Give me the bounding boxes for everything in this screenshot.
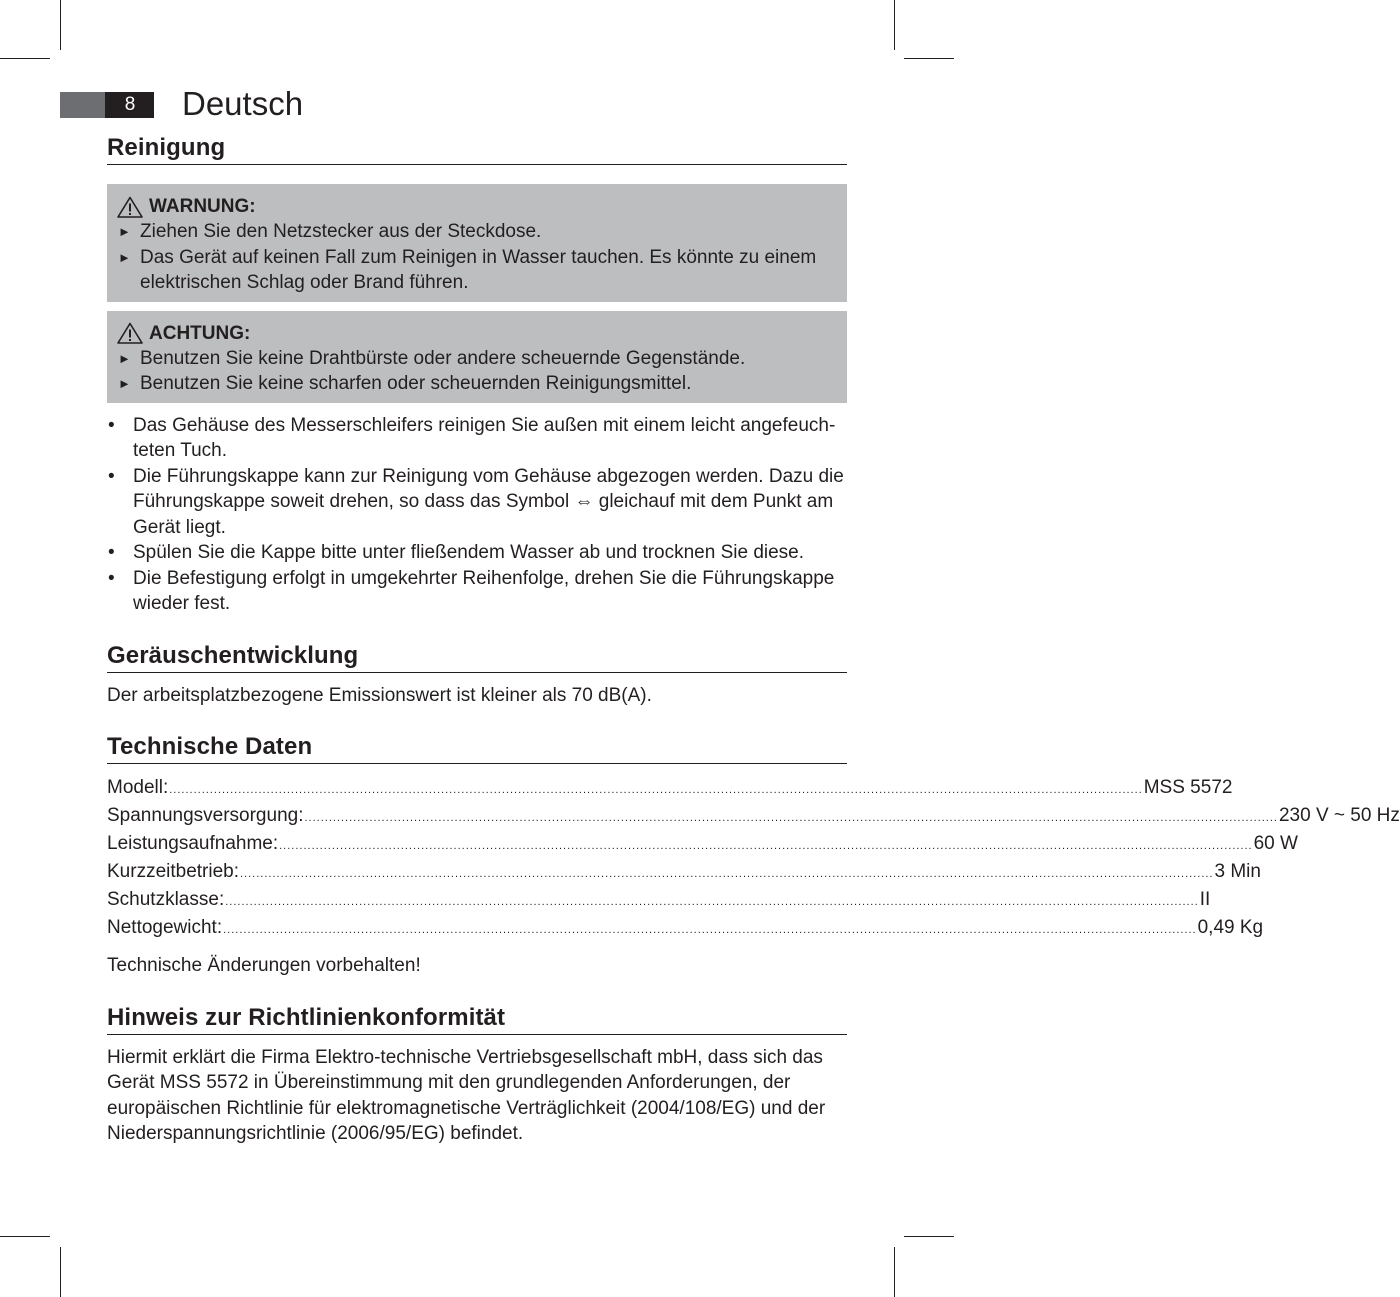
spec-value: 0,49 Kg: [1197, 917, 1264, 938]
caution-list: [117, 346, 837, 397]
warning-item: ► Ziehen Sie den Netzstecker aus der Steckdose.: [117, 219, 837, 245]
dot-leader: ................................................................................................................................................................................................................................................: [279, 840, 1253, 852]
bullet-icon: •: [108, 465, 115, 487]
crop-mark: [904, 58, 954, 59]
spec-label: Spannungsversorgung:: [107, 805, 304, 826]
crop-mark: [60, 1247, 61, 1297]
dot-leader: ................................................................................................................................................................................................................................................: [240, 868, 1214, 880]
list-item: • Die Führungskappe kann zur Reinigung vom Gehäuse abgezogen werden. Dazu die Führungskappe soweit drehen, so dass das Symbol ⇔ gleichauf mit dem Punkt am Gerät liegt.: [108, 465, 844, 538]
dot-leader: ................................................................................................................................................................................................................................................: [169, 784, 1143, 796]
page-number: 8: [124, 94, 136, 115]
section-title-konformitaet: Hinweis zur Richtlinienkonformität: [107, 1003, 847, 1035]
crop-mark: [894, 1247, 895, 1297]
warning-box: [107, 184, 847, 302]
warning-heading: [117, 194, 837, 219]
list-item: • Spülen Sie die Kappe bitte unter fließendem Wasser ab und trocknen Sie diese.: [107, 540, 847, 566]
bullet-icon: •: [108, 414, 115, 436]
spec-value: 3 Min: [1214, 861, 1261, 882]
caution-item: ► Benutzen Sie keine scharfen oder scheuernden Reinigungsmittel.: [117, 371, 837, 397]
section-title-technische-daten: Technische Daten: [107, 732, 847, 764]
spec-value: II: [1199, 889, 1211, 910]
conformity-section: [107, 1003, 847, 1147]
spec-row: [107, 775, 1233, 803]
crop-mark: [894, 0, 895, 50]
arrow-right-icon: ►: [118, 224, 131, 239]
page-title: Deutsch: [182, 85, 304, 122]
warning-triangle-icon: [117, 196, 143, 218]
caution-heading: [117, 321, 837, 346]
warning-triangle-icon: [117, 322, 143, 344]
list-item: • Das Gehäuse des Messerschleifers reinigen Sie außen mit einem leicht angefeuchteten Tuch.: [108, 414, 836, 461]
section-title-geraeusch: Geräuschentwicklung: [107, 641, 847, 673]
dot-leader: ................................................................................................................................................................................................................................................: [223, 924, 1197, 936]
spec-row: [107, 887, 1211, 915]
spec-value: 60 W: [1253, 833, 1298, 854]
warning-list: [117, 219, 837, 296]
caution-label: ACHTUNG:: [149, 322, 251, 344]
crop-mark: [0, 1236, 50, 1237]
page-content: [107, 133, 1400, 1147]
spec-label: Kurzzeitbetrieb:: [107, 861, 240, 882]
spec-row: [107, 831, 1298, 859]
spec-label: Schutzklasse:: [107, 889, 225, 910]
specs-table: [107, 775, 1400, 943]
arrow-right-icon: ►: [118, 376, 131, 391]
dot-leader: ................................................................................................................................................................................................................................................: [225, 896, 1199, 908]
noise-text: Der arbeitsplatzbezogene Emissionswert ist kleiner als 70 dB(A).: [107, 684, 652, 706]
arrow-right-icon: ►: [118, 350, 131, 366]
spec-row: [107, 803, 1400, 831]
section-title-reinigung: Reinigung: [107, 133, 847, 165]
spec-value: 230 V ~ 50 Hz: [1278, 805, 1400, 826]
caution-box: [107, 311, 847, 403]
crop-mark: [0, 58, 50, 59]
caution-item: ► Benutzen Sie keine Drahtbürste oder andere scheuernde Gegenstände.: [117, 346, 837, 372]
warning-label: WARNUNG:: [149, 196, 256, 217]
conformity-text: Hiermit erklärt die Firma Elektro-technische Vertriebsgesellschaft mbH, dass sich das Gerät MSS 5572 in Übereinstimmung mit den grundlegenden Anforderungen, der europäischen Richtlinie für elektromagnetische Verträglichkeit (2004/108/EG) und der Niederspannungsrichtlinie (2006/95/EG) befindet.: [107, 1046, 826, 1144]
spec-value: MSS 5572: [1143, 777, 1233, 798]
dot-leader: ................................................................................................................................................................................................................................................: [304, 812, 1278, 824]
crop-mark: [60, 0, 61, 50]
noise-section: [107, 641, 847, 709]
crop-mark: [904, 1236, 954, 1237]
arrow-right-icon: ►: [118, 249, 131, 265]
specs-note: Technische Änderungen vorbehalten!: [107, 955, 421, 976]
bullet-icon: •: [108, 567, 115, 589]
spec-label: Leistungsaufnahme:: [107, 833, 279, 854]
cleaning-steps: [107, 413, 847, 617]
spec-label: Modell:: [107, 777, 169, 798]
specs-section: [107, 732, 1400, 979]
spec-row: [107, 915, 1264, 943]
spec-label: Nettogewicht:: [107, 917, 223, 938]
bullet-icon: •: [108, 542, 115, 563]
spec-row: [107, 859, 1261, 887]
warning-item: ► Das Gerät auf keinen Fall zum Reinigen in Wasser tauchen. Es könnte zu einem elektrischen Schlag oder Brand führen.: [118, 246, 817, 293]
list-item: • Die Befestigung erfolgt in umgekehrter Reihenfolge, drehen Sie die Führungskappe wieder fest.: [108, 567, 835, 614]
